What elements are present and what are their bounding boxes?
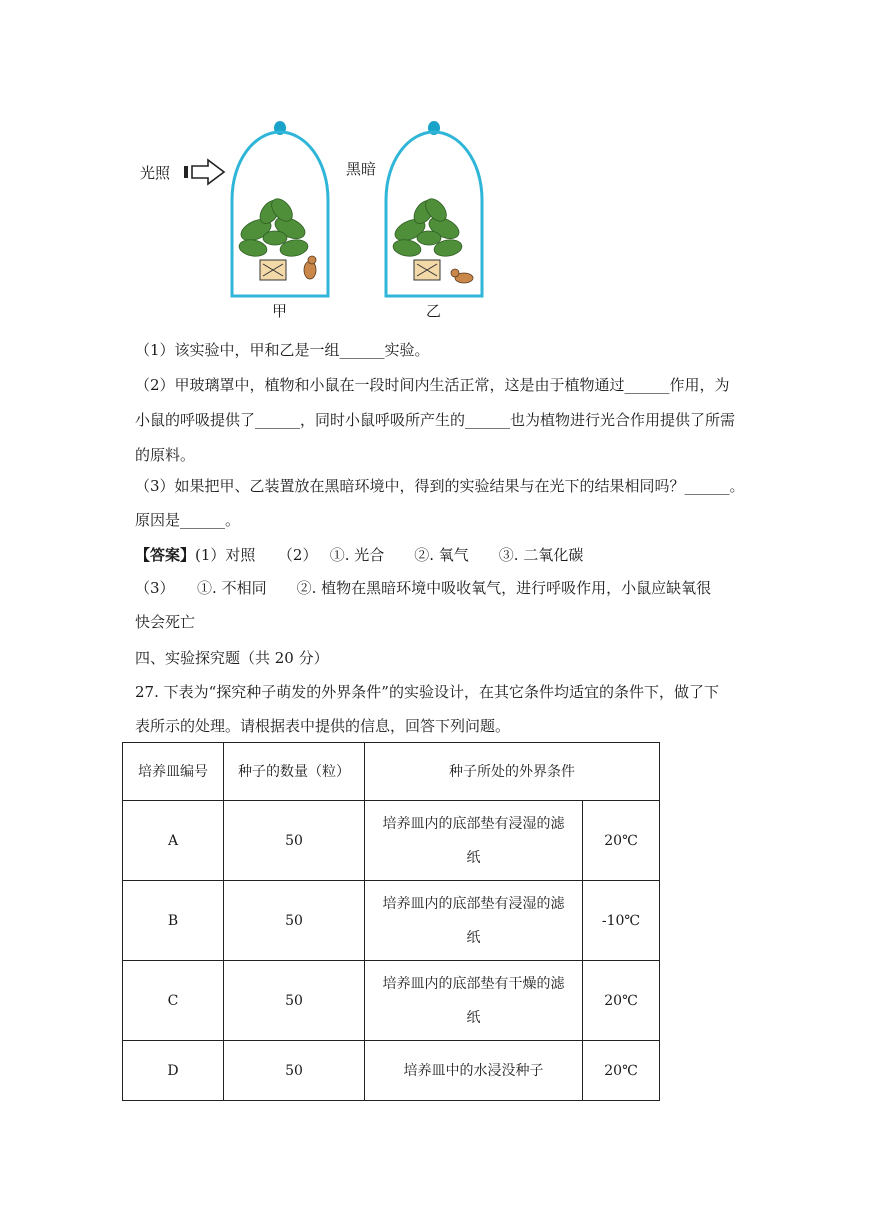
cell-id: B [123, 881, 224, 961]
question-2-line-1: （2）甲玻璃罩中，植物和小鼠在一段时间内生活正常，这是由于植物通过______作用，为 [135, 376, 730, 394]
cell-temperature: 20℃ [583, 1041, 660, 1101]
cell-condition-line: 纸 [466, 849, 481, 866]
header-seed-count: 种子的数量（粒） [224, 743, 365, 801]
table-row [123, 801, 660, 881]
jar-a-label: 甲 [272, 302, 288, 320]
header-dish-id: 培养皿编号 [123, 743, 224, 801]
jar-b [386, 121, 482, 296]
mouse-icon [451, 269, 473, 283]
jar-a [232, 121, 328, 296]
jar-b-label: 乙 [426, 302, 442, 320]
question-3-line-2: 原因是______。 [135, 511, 241, 529]
answer-line-1-text: (1）对照 （2） ①. 光合 ②. 氧气 ③. 二氧化碳 [195, 546, 584, 564]
table-row [123, 881, 660, 961]
cell-condition: 培养皿中的水浸没种子 [365, 1041, 583, 1101]
table-header-row [123, 743, 660, 801]
answer-line-1 [135, 545, 583, 565]
cell-condition [365, 801, 583, 881]
experiment-table [122, 742, 660, 1101]
question-2-line-3: 的原料。 [135, 446, 196, 464]
question-27-line-2: 表所示的处理。请根据表中提供的信息，回答下列问题。 [135, 717, 511, 735]
experiment-figure [120, 110, 520, 325]
header-conditions: 种子所处的外界条件 [365, 743, 660, 801]
bell-jar-illustration [120, 110, 520, 325]
cell-count: 50 [224, 1041, 365, 1101]
cell-temperature: 20℃ [583, 801, 660, 881]
cell-condition-line: 培养皿内的底部垫有浸湿的滤 [382, 895, 565, 912]
cell-count: 50 [224, 961, 365, 1041]
question-3-line-1: （3）如果把甲、乙装置放在黑暗环境中，得到的实验结果与在光下的结果相同吗？______。 [135, 477, 745, 495]
dark-label: 黑暗 [346, 160, 377, 178]
question-27-line-1: 27. 下表为“探究种子萌发的外界条件”的实验设计，在其它条件均适宜的条件下，做了下 [135, 683, 719, 701]
light-label: 光照 [140, 164, 171, 182]
question-2-line-2: 小鼠的呼吸提供了______，同时小鼠呼吸所产生的______也为植物进行光合作用提供了所需 [135, 411, 736, 429]
cell-condition [365, 961, 583, 1041]
cell-id: A [123, 801, 224, 881]
cell-condition [365, 881, 583, 961]
cell-id: C [123, 961, 224, 1041]
answer-line-2: （3） ①. 不相同 ②. 植物在黑暗环境中吸收氧气，进行呼吸作用，小鼠应缺氧很 [135, 579, 712, 597]
cell-condition-line: 纸 [466, 1009, 481, 1026]
light-arrow-icon [184, 160, 224, 184]
cell-count: 50 [224, 881, 365, 961]
cell-condition-line: 培养皿内的底部垫有干燥的滤 [382, 975, 565, 992]
question-1: （1）该实验中，甲和乙是一组______实验。 [135, 341, 430, 359]
answer-line-3: 快会死亡 [135, 613, 196, 631]
answer-tag: 【答案】 [135, 546, 196, 564]
cell-id: D [123, 1041, 224, 1101]
section-title: 四、实验探究题（共 20 分） [135, 649, 329, 667]
cell-temperature: -10℃ [583, 881, 660, 961]
cell-condition-line: 培养皿内的底部垫有浸湿的滤 [382, 815, 565, 832]
table-row [123, 1041, 660, 1101]
cell-temperature: 20℃ [583, 961, 660, 1041]
table-row [123, 961, 660, 1041]
cell-condition-line: 纸 [466, 929, 481, 946]
cell-count: 50 [224, 801, 365, 881]
mouse-icon [304, 256, 316, 279]
